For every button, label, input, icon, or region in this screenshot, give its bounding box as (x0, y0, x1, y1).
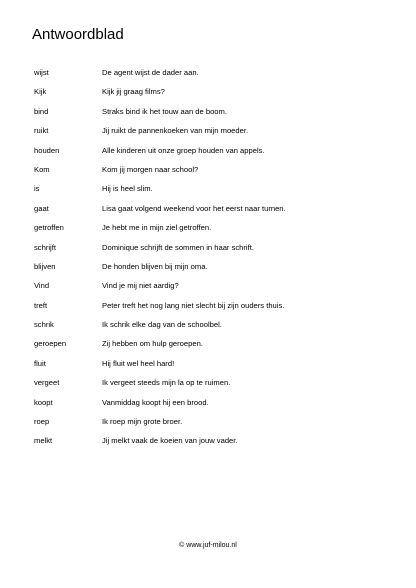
footer-copyright: © www.juf-milou.nl (179, 542, 237, 549)
answer-sentence: Hij is heel slim. (102, 184, 153, 194)
answer-sentence: Kom jij morgen naar school? (102, 164, 199, 174)
answer-row (34, 87, 394, 106)
answer-sentence: Vind je mij niet aardig? (102, 281, 179, 291)
answer-row (34, 281, 394, 300)
answer-row (34, 398, 394, 417)
answer-sentence: Jij ruikt de pannenkoeken van mijn moeder. (102, 126, 249, 136)
answer-row (34, 204, 394, 223)
answer-word: treft (34, 300, 48, 310)
answer-row (34, 126, 394, 145)
answer-row (34, 320, 394, 339)
answer-word: Vind (34, 281, 50, 291)
answer-list (34, 68, 394, 456)
answer-word: geroepen (34, 339, 67, 349)
answer-sentence: Peter treft het nog lang niet slecht bij zijn ouders thuis. (102, 300, 285, 310)
answer-word: melkt (34, 436, 53, 446)
answer-row (34, 184, 394, 203)
answer-sentence: Alle kinderen uit onze groep houden van appels. (102, 145, 265, 155)
answer-sentence: Dominique schrijft de sommen in haar schrift. (102, 242, 254, 252)
answer-row (34, 301, 394, 320)
answer-word: fluit (34, 358, 46, 368)
answer-row (34, 436, 394, 455)
answer-word: houden (34, 145, 60, 155)
answer-sentence: Ik schrik elke dag van de schoolbel. (102, 320, 222, 330)
answer-sentence: De honden blijven bij mijn oma. (102, 261, 208, 271)
answer-sentence: Zij hebben om hulp geroepen. (102, 339, 203, 349)
answer-row (34, 68, 394, 87)
answer-word: roep (34, 417, 50, 427)
answer-word: koopt (34, 397, 53, 407)
answer-row (34, 339, 394, 358)
answer-sentence: Hij fluit wel heel hard! (102, 358, 175, 368)
page-title: Antwoordblad (32, 26, 124, 43)
answer-word: wijst (34, 68, 49, 77)
answer-row (34, 417, 394, 436)
answer-sentence: Lisa gaat volgend weekend voor het eerst naar turnen. (102, 203, 286, 213)
answer-sentence: Straks bind ik het touw aan de boom. (102, 106, 227, 116)
answer-row (34, 359, 394, 378)
answer-sentence: Ik vergeet steeds mijn la op te ruimen. (102, 378, 231, 388)
answer-sentence: De agent wijst de dader aan. (102, 68, 199, 77)
answer-word: Kom (34, 164, 50, 174)
answer-row (34, 165, 394, 184)
answer-row (34, 223, 394, 242)
answer-word: ruikt (34, 126, 49, 136)
answer-row (34, 243, 394, 262)
answer-word: Kijk (34, 87, 47, 97)
answer-sentence: Jij melkt vaak de koeien van jouw vader. (102, 436, 238, 446)
answer-row (34, 378, 394, 397)
answer-row (34, 262, 394, 281)
answer-sentence: Ik roep mijn grote broer. (102, 417, 183, 427)
answer-row (34, 107, 394, 126)
answer-word: bind (34, 106, 49, 116)
answer-sentence: Je hebt me in mijn ziel getroffen. (102, 223, 212, 233)
answer-word: vergeet (34, 378, 60, 388)
answer-word: blijven (34, 261, 56, 271)
answer-word: is (34, 184, 40, 194)
answer-word: schrik (34, 320, 54, 330)
answer-sentence: Vanmiddag koopt hij een brood. (102, 397, 209, 407)
answer-word: getroffen (34, 223, 64, 233)
answer-word: gaat (34, 203, 49, 213)
answer-word: schrijft (34, 242, 56, 252)
answer-row (34, 146, 394, 165)
answer-sentence: Kijk jij graag films? (102, 87, 165, 97)
